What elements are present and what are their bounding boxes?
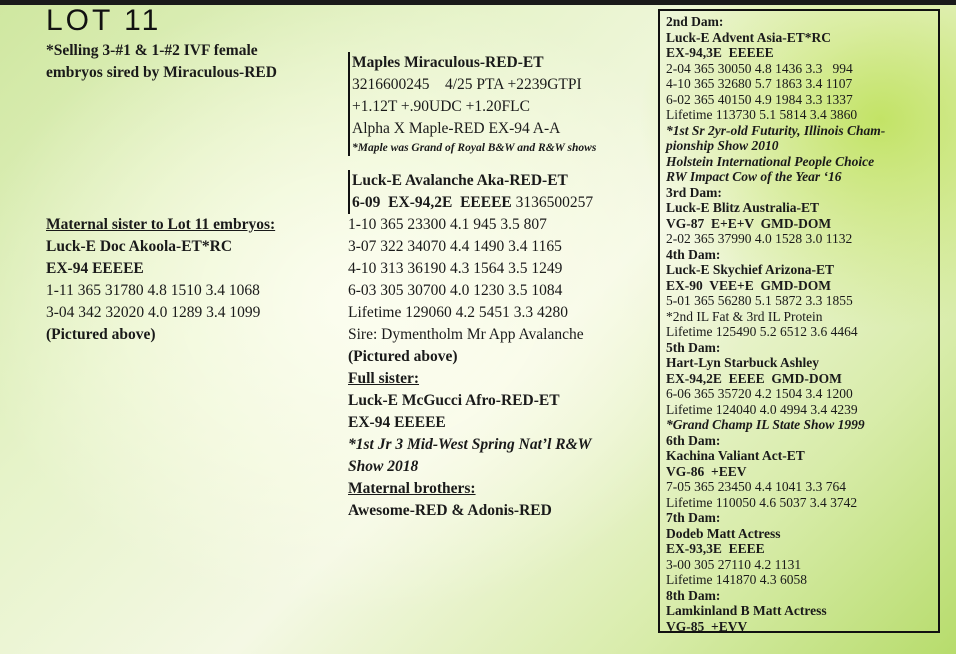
lot-intro	[46, 40, 336, 84]
maternal-sister-name: Luck-E Doc Akoola-ET*RC	[46, 238, 233, 255]
record-line: 4-10 365 32680 5.7 1863 3.4 1107	[666, 76, 853, 91]
ancestor-class: VG-87 E+E+V GMD-DOM	[666, 215, 832, 231]
record-line: 5-01 365 56280 5.1 5872 3.3 1855	[666, 293, 853, 308]
ancestor-name: Kachina Valiant Act-ET	[666, 448, 805, 463]
record-line: 2-02 365 37990 4.0 1528 3.0 1132	[666, 231, 853, 246]
maternal-sister-heading: Maternal sister to Lot 11 embryos:	[46, 216, 276, 233]
ancestor-title: 6th Dam:	[666, 432, 721, 448]
ancestor-class: EX-94,3E EEEEE	[666, 45, 774, 60]
full-sister-heading: Full sister:	[348, 370, 420, 387]
intro-line: embryos sired by Miraculous-RED	[46, 64, 277, 81]
record-line: 6-06 365 35720 4.2 1504 3.4 1200	[666, 386, 853, 401]
ancestor-title: 2nd Dam:	[666, 14, 724, 29]
pedigree-box	[658, 9, 940, 633]
ancestor-class: EX-90 VEE+E GMD-DOM	[666, 277, 831, 293]
record-line: Lifetime 141870 4.3 6058	[666, 572, 807, 587]
record-line: Lifetime 113730 5.1 5814 3.4 3860	[666, 107, 858, 122]
record-line: 3-04 342 32020 4.0 1289 3.4 1099	[46, 304, 261, 321]
dam-reg: 3136500257	[515, 194, 594, 211]
ancestor-class: EX-93,3E EEEE	[666, 541, 765, 556]
pictured-note: (Pictured above)	[348, 348, 458, 365]
ancestor-title: 3rd Dam:	[666, 184, 722, 200]
record-line: Lifetime 110050 4.6 5037 3.4 3742	[666, 494, 858, 510]
ancestor-class: EX-94,2E EEEE GMD-DOM	[666, 370, 842, 386]
ancestor-note: RW Impact Cow of the Year ‘16	[666, 169, 842, 184]
record-line: 7-05 365 23450 4.4 1041 3.3 764	[666, 479, 846, 494]
dam-block	[348, 170, 648, 214]
dam-name: Luck-E Avalanche Aka-RED-ET	[352, 172, 568, 189]
sire-line: +1.12T +.90UDC +1.20FLC	[352, 98, 530, 115]
record-line: 1-10 365 23300 4.1 945 3.5 807	[348, 216, 547, 233]
record-line: 4-10 313 36190 4.3 1564 3.5 1249	[348, 260, 563, 277]
pictured-note: (Pictured above)	[46, 326, 156, 343]
sire-dam-column	[348, 52, 648, 522]
intro-line: *Selling 3-#1 & 1-#2 IVF female	[46, 42, 258, 59]
ancestor-name: Luck-E Blitz Australia-ET	[666, 200, 820, 215]
record-line: 1-11 365 31780 4.8 1510 3.4 1068	[46, 282, 260, 299]
record-line: 3-07 322 34070 4.4 1490 3.4 1165	[348, 238, 562, 255]
sire-name: Maples Miraculous-RED-ET	[352, 54, 544, 71]
sire-line: 3216600245 4/25 PTA +2239GTPI	[352, 76, 582, 93]
ancestor-class: VG-86 +EEV	[666, 463, 747, 479]
record-line: Lifetime 124040 4.0 4994 3.4 4239	[666, 401, 858, 417]
ancestor-name: Dodeb Matt Actress	[666, 525, 781, 541]
maternal-brothers-heading: Maternal brothers:	[348, 480, 476, 497]
record-line: 3-00 305 27110 4.2 1131	[666, 556, 802, 572]
dam-class: 6-09 EX-94,2E EEEEE	[352, 194, 512, 211]
sire-block	[348, 52, 648, 156]
ancestor-name: Lamkinland B Matt Actress	[666, 603, 827, 618]
sire-line: Alpha X Maple-RED EX-94 A-A	[352, 120, 561, 137]
ancestor-title: 7th Dam:	[666, 510, 721, 525]
ancestor-title: 4th Dam:	[666, 246, 721, 262]
record-line: 2-04 365 30050 4.8 1436 3.3 994	[666, 60, 853, 76]
full-sister-class: EX-94 EEEEE	[348, 414, 446, 431]
ancestor-name: Luck-E Advent Asia-ET*RC	[666, 29, 832, 45]
ancestor-note: *1st Sr 2yr-old Futurity, Illinois Cham-	[666, 122, 886, 138]
ancestor-note: pionship Show 2010	[666, 138, 779, 153]
dam-sire-line: Sire: Dymentholm Mr App Avalanche	[348, 326, 584, 343]
record-line: 6-02 365 40150 4.9 1984 3.3 1337	[666, 91, 853, 107]
full-sister-name: Luck-E McGucci Afro-RED-ET	[348, 392, 560, 409]
full-sister-note: *1st Jr 3 Mid-West Spring Nat’l R&W	[348, 436, 592, 453]
record-line: Lifetime 129060 4.2 5451 3.3 4280	[348, 304, 568, 321]
ancestor-name: Hart-Lyn Starbuck Ashley	[666, 355, 820, 370]
record-line: 6-03 305 30700 4.0 1230 3.5 1084	[348, 282, 563, 299]
record-line: Lifetime 125490 5.2 6512 3.6 4464	[666, 324, 858, 339]
ancestor-class: VG-85 +EVV	[666, 618, 748, 634]
lot-title: LOT 11	[46, 4, 162, 37]
full-sister-note: Show 2018	[348, 458, 419, 475]
maternal-sister-class: EX-94 EEEEE	[46, 260, 144, 277]
ancestor-title: 5th Dam:	[666, 339, 721, 355]
ancestor-name: Luck-E Skychief Arizona-ET	[666, 262, 835, 277]
maternal-brothers-names: Awesome-RED & Adonis-RED	[348, 502, 552, 519]
ancestor-note: *Grand Champ IL State Show 1999	[666, 417, 865, 432]
ancestor-note: Holstein International People Choice	[666, 153, 875, 169]
maternal-sister-block	[46, 214, 346, 346]
record-line: *2nd IL Fat & 3rd IL Protein	[666, 308, 823, 324]
ancestor-title: 8th Dam:	[666, 587, 721, 603]
sire-note: *Maple was Grand of Royal B&W and R&W shows	[352, 142, 597, 154]
dam-class-line	[352, 192, 648, 214]
